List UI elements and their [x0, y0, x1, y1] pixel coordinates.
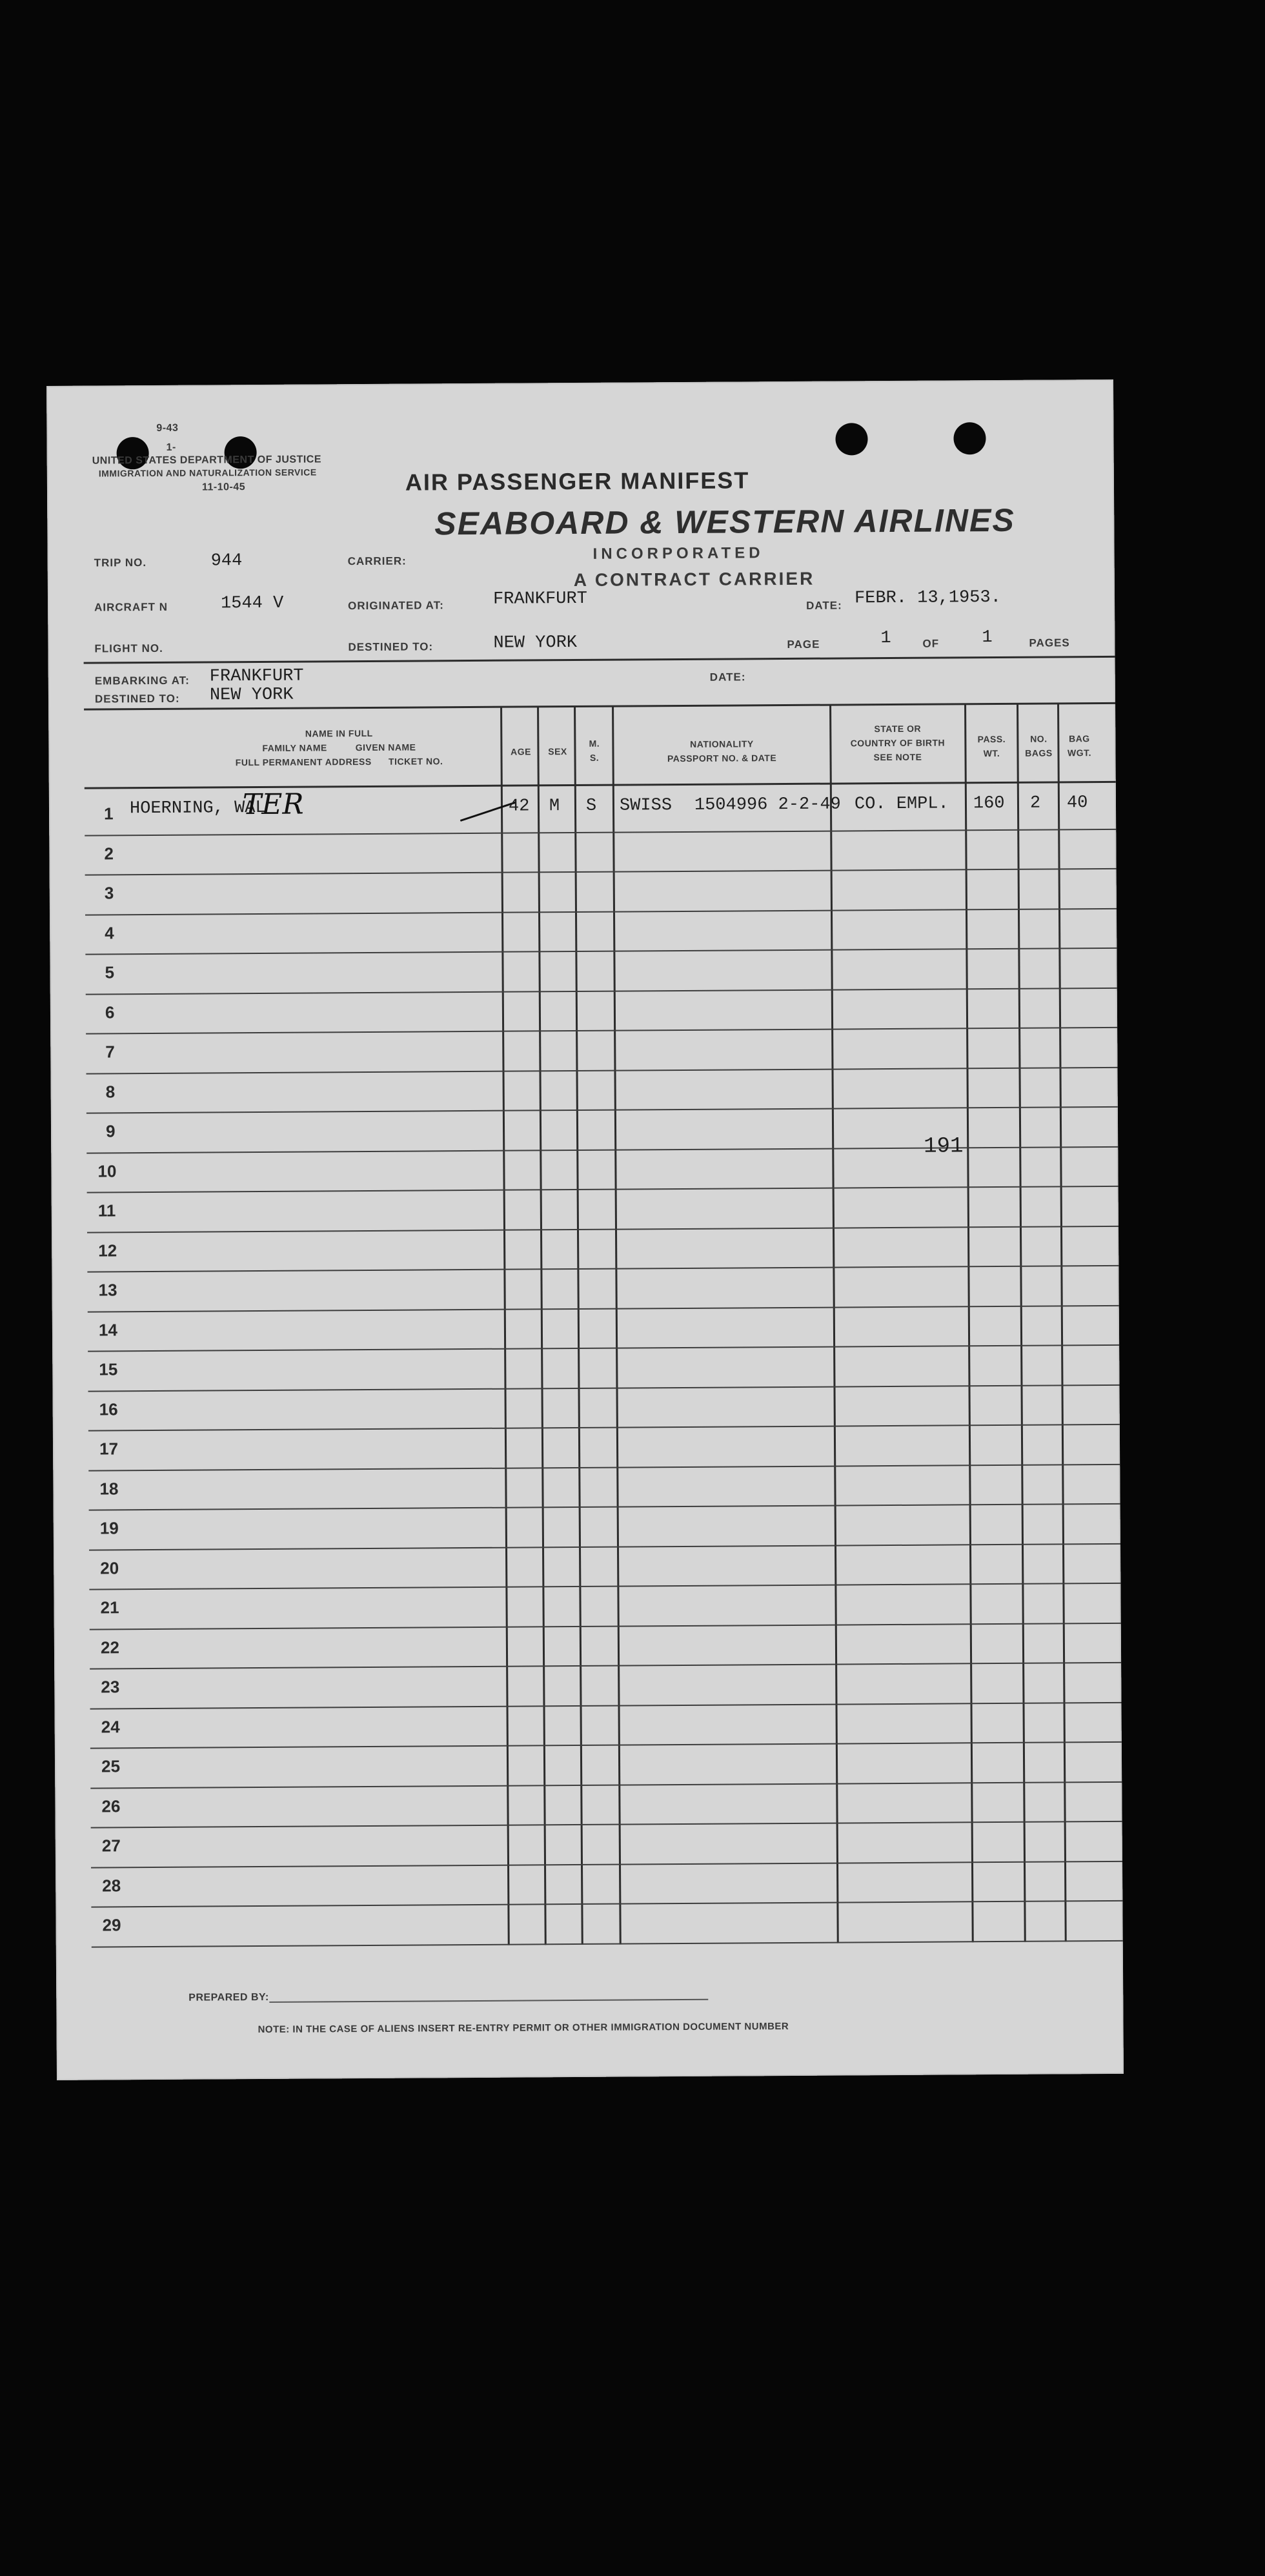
row-rule	[92, 1940, 1123, 1947]
column-rule	[964, 704, 974, 1942]
row-rule	[90, 1781, 1122, 1789]
row-number: 25	[101, 1756, 121, 1776]
col-marital-header: M. S.	[589, 738, 600, 763]
row-number: 26	[101, 1796, 121, 1816]
row-number: 24	[101, 1716, 120, 1737]
aircraft-label: AIRCRAFT N	[94, 600, 168, 614]
passenger-weight: 160	[973, 793, 1005, 814]
row-number: 8	[105, 1081, 116, 1101]
col-bag-wgt-header: BAG WGT.	[1067, 733, 1092, 758]
passenger-nationality: SWISS	[619, 796, 673, 816]
row-number: 17	[99, 1439, 119, 1459]
aircraft-value: 1544 V	[220, 593, 284, 614]
row-rule	[88, 1424, 1120, 1432]
column-rule	[612, 707, 622, 1945]
row-number: 5	[105, 962, 115, 982]
form-number: 9-43	[156, 422, 179, 434]
destined-value: NEW YORK	[493, 633, 578, 653]
col-sex-header: SEX	[548, 746, 567, 757]
col-nationality-header: NATIONALITY PASSPORT NO. & DATE	[667, 738, 777, 764]
row-rule	[88, 1304, 1119, 1312]
header-rule	[84, 656, 1115, 664]
row-number: 21	[100, 1597, 119, 1618]
row-rule	[91, 1900, 1122, 1908]
row-rule	[90, 1701, 1122, 1709]
date2-label: DATE:	[709, 671, 746, 684]
column-rule	[537, 707, 547, 1945]
row-number: 6	[105, 1002, 115, 1022]
punch-hole	[953, 422, 986, 454]
row-rule	[85, 828, 1116, 836]
row-number: 28	[102, 1875, 121, 1896]
date-value: FEBR. 13,1953.	[854, 587, 1001, 609]
row-rule	[89, 1583, 1120, 1590]
column-rule	[1017, 704, 1026, 1942]
row-rule	[85, 948, 1117, 955]
contract-carrier-label: A CONTRACT CARRIER	[573, 568, 815, 591]
row-rule	[85, 908, 1117, 915]
destined2-label: DESTINED TO:	[94, 692, 180, 705]
row-number: 12	[98, 1240, 117, 1261]
row-number: 10	[97, 1161, 117, 1181]
row-number: 11	[97, 1201, 116, 1221]
destined2-value: NEW YORK	[209, 685, 294, 705]
row-number: 29	[102, 1915, 121, 1935]
prepared-by-label: PREPARED BY:	[188, 1991, 269, 2003]
stamp-number: 191	[924, 1134, 964, 1159]
passenger-marital: S	[585, 796, 597, 816]
row-rule	[87, 1225, 1118, 1233]
passenger-bag-weight: 40	[1066, 793, 1088, 813]
column-header-rule	[85, 781, 1116, 789]
row-rule	[86, 1066, 1118, 1074]
row-rule	[85, 868, 1117, 876]
row-rule	[90, 1622, 1121, 1630]
column-rule	[574, 707, 583, 1945]
footer-note: NOTE: IN THE CASE OF ALIENS INSERT RE-ENTRY PERMIT OR OTHER IMMIGRATION DOCUMENT NUMBER	[258, 2021, 789, 2036]
row-number: 14	[98, 1319, 117, 1340]
row-number: 1	[103, 804, 114, 824]
column-rule	[829, 705, 839, 1943]
agency-line: IMMIGRATION AND NATURALIZATION SERVICE	[98, 467, 317, 479]
row-number: 13	[98, 1280, 117, 1300]
punch-hole	[835, 423, 867, 455]
row-number: 4	[105, 922, 114, 942]
row-rule	[91, 1821, 1122, 1829]
row-number: 7	[105, 1042, 115, 1062]
row-rule	[88, 1463, 1120, 1471]
carrier-label: CARRIER:	[347, 554, 407, 568]
prepared-by-line	[269, 1999, 708, 2003]
pages-value: 1	[982, 628, 993, 648]
pages-label: PAGES	[1029, 636, 1070, 649]
row-number: 15	[99, 1359, 118, 1379]
row-number: 23	[101, 1677, 120, 1697]
passenger-bags: 2	[1029, 793, 1041, 813]
row-rule	[88, 1344, 1119, 1352]
page-value: 1	[880, 629, 891, 649]
page-label: PAGE	[787, 638, 820, 651]
column-rule	[1057, 704, 1067, 1942]
row-number: 20	[100, 1557, 119, 1578]
row-number: 2	[104, 843, 114, 863]
row-rule	[89, 1503, 1120, 1511]
row-rule	[88, 1384, 1120, 1392]
row-number: 18	[99, 1478, 119, 1499]
originated-label: ORIGINATED AT:	[348, 599, 444, 613]
trip-no-label: TRIP NO.	[94, 556, 147, 569]
row-rule	[87, 1265, 1118, 1273]
row-number: 22	[100, 1637, 119, 1658]
destined-label: DESTINED TO:	[348, 640, 434, 654]
col-age-header: AGE	[511, 746, 531, 757]
date-label: DATE:	[806, 599, 842, 612]
handwritten-stroke	[460, 802, 516, 822]
col-birth-header: STATE OR COUNTRY OF BIRTH SEE NOTE	[850, 723, 946, 763]
passenger-name-handwritten: TER	[242, 787, 304, 822]
passenger-sex: M	[549, 796, 560, 816]
flight-no-label: FLIGHT NO.	[94, 642, 163, 655]
row-rule	[91, 1860, 1122, 1868]
originated-value: FRANKFURT	[492, 589, 587, 609]
row-rule	[86, 1027, 1117, 1035]
row-rule	[89, 1543, 1120, 1550]
row-number: 3	[104, 883, 114, 903]
col-name-header: NAME IN FULL FAMILY NAME GIVEN NAME FULL PERMANENT ADDRESS TICKET NO.	[235, 727, 443, 768]
airline-name: SEABOARD & WESTERN AIRLINES	[434, 502, 1015, 542]
col-bags-header: NO. BAGS	[1025, 733, 1053, 758]
passenger-name: HOERNING, WAL	[129, 798, 266, 819]
agency-line: UNITED STATES DEPARTMENT OF JUSTICE	[92, 454, 322, 467]
row-number: 27	[101, 1836, 121, 1856]
passenger-age: 42	[508, 796, 530, 816]
row-rule	[86, 1146, 1118, 1153]
page-title: AIR PASSENGER MANIFEST	[405, 467, 750, 496]
row-rule	[87, 1186, 1118, 1193]
of-label: OF	[922, 637, 940, 650]
row-rule	[86, 1106, 1118, 1114]
row-number: 19	[99, 1518, 119, 1538]
col-pass-wt-header: PASS. WT.	[977, 733, 1006, 759]
row-number: 16	[99, 1399, 118, 1419]
row-rule	[90, 1662, 1121, 1670]
row-rule	[86, 987, 1117, 995]
row-number: 9	[105, 1121, 116, 1141]
agency-line: 1-	[166, 441, 176, 453]
embarking-value: FRANKFURT	[209, 666, 304, 687]
row-rule	[90, 1741, 1122, 1749]
column-rule	[500, 707, 510, 1945]
passenger-birth: CO. EMPL.	[854, 794, 949, 815]
trip-no-value: 944	[210, 551, 243, 571]
agency-line: 11-10-45	[201, 482, 246, 493]
incorporated-label: INCORPORATED	[592, 544, 764, 563]
embarking-label: EMBARKING AT:	[94, 674, 190, 687]
manifest-sheet	[46, 380, 1124, 2080]
passenger-passport: 1504996 2-2-49	[694, 795, 841, 815]
